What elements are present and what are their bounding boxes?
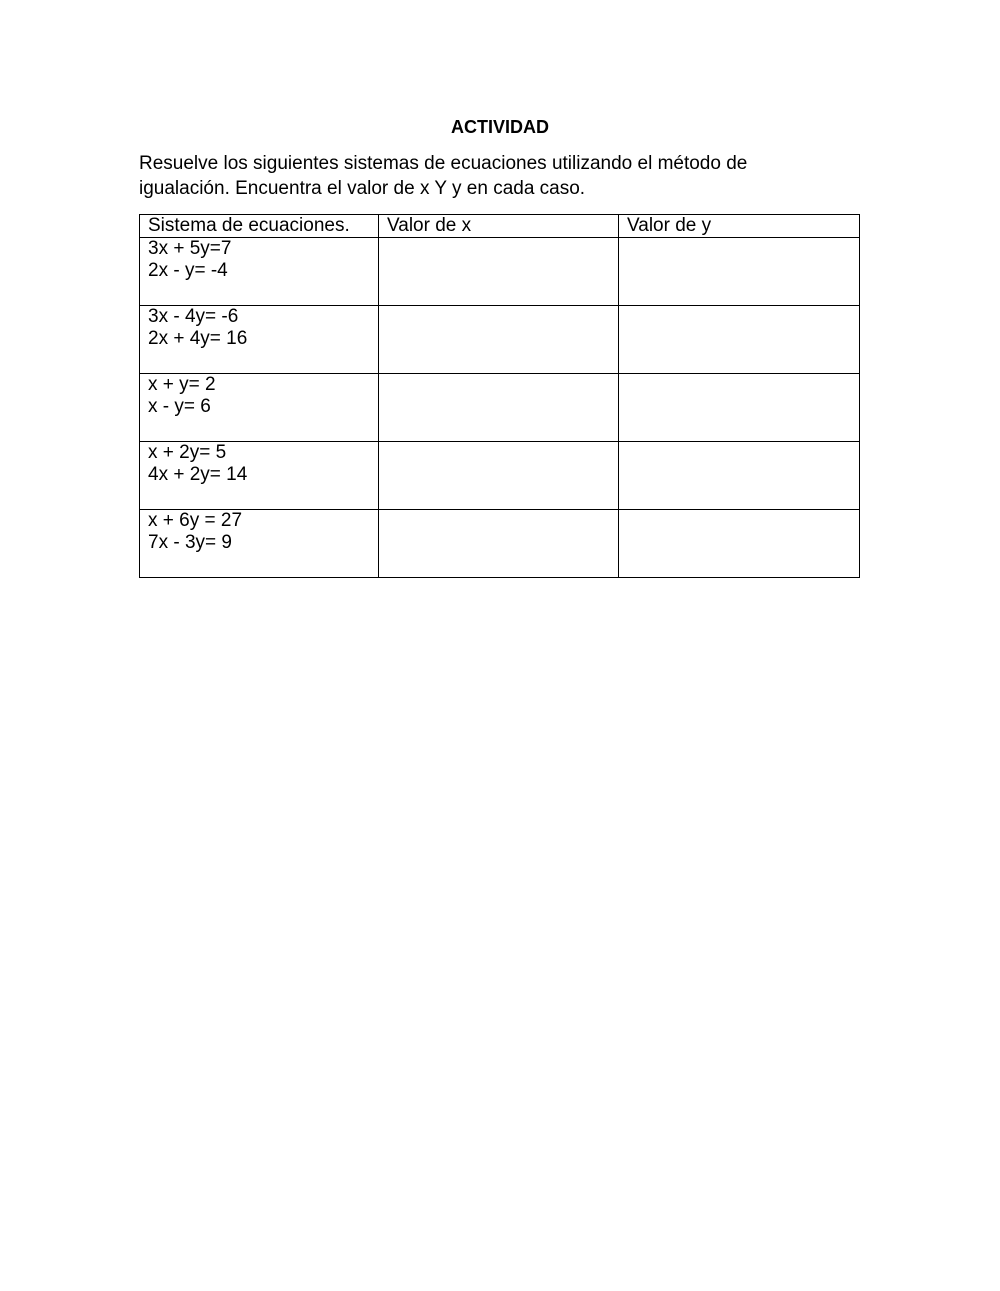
equations-table [139, 214, 860, 578]
table-row [140, 374, 860, 442]
table-row [140, 306, 860, 374]
system-cell [140, 306, 379, 374]
equation-2: 4x + 2y= 14 [148, 464, 248, 485]
instructions [139, 151, 839, 201]
table-row [140, 442, 860, 510]
table-row [140, 510, 860, 578]
value-x-cell[interactable] [379, 442, 619, 510]
system-cell [140, 238, 379, 306]
equation-2: x - y= 6 [148, 396, 211, 417]
system-cell [140, 442, 379, 510]
value-x-cell[interactable] [379, 374, 619, 442]
page-title: ACTIVIDAD [451, 117, 549, 137]
table-row [140, 238, 860, 306]
equation-1: x + y= 2 [148, 374, 216, 395]
value-y-cell[interactable] [619, 238, 860, 306]
value-x-cell[interactable] [379, 238, 619, 306]
value-y-cell[interactable] [619, 510, 860, 578]
equation-2: 2x + 4y= 16 [148, 328, 248, 349]
value-x-cell[interactable] [379, 306, 619, 374]
header-system: Sistema de ecuaciones. [140, 215, 379, 238]
system-cell [140, 374, 379, 442]
equation-1: x + 2y= 5 [148, 442, 227, 463]
system-cell [140, 510, 379, 578]
table-header-row [140, 215, 860, 238]
equation-1: 3x - 4y= -6 [148, 306, 239, 327]
header-value-y: Valor de y [619, 215, 860, 238]
value-y-cell[interactable] [619, 306, 860, 374]
equation-2: 7x - 3y= 9 [148, 532, 232, 553]
instructions-line-2: igualación. Encuentra el valor de x Y y en cada caso. [139, 178, 586, 199]
value-y-cell[interactable] [619, 442, 860, 510]
equation-1: x + 6y = 27 [148, 510, 243, 531]
equation-1: 3x + 5y=7 [148, 238, 232, 259]
value-x-cell[interactable] [379, 510, 619, 578]
instructions-line-1: Resuelve los siguientes sistemas de ecuaciones utilizando el método de [139, 153, 748, 174]
header-value-x: Valor de x [379, 215, 619, 238]
equation-2: 2x - y= -4 [148, 260, 228, 281]
value-y-cell[interactable] [619, 374, 860, 442]
